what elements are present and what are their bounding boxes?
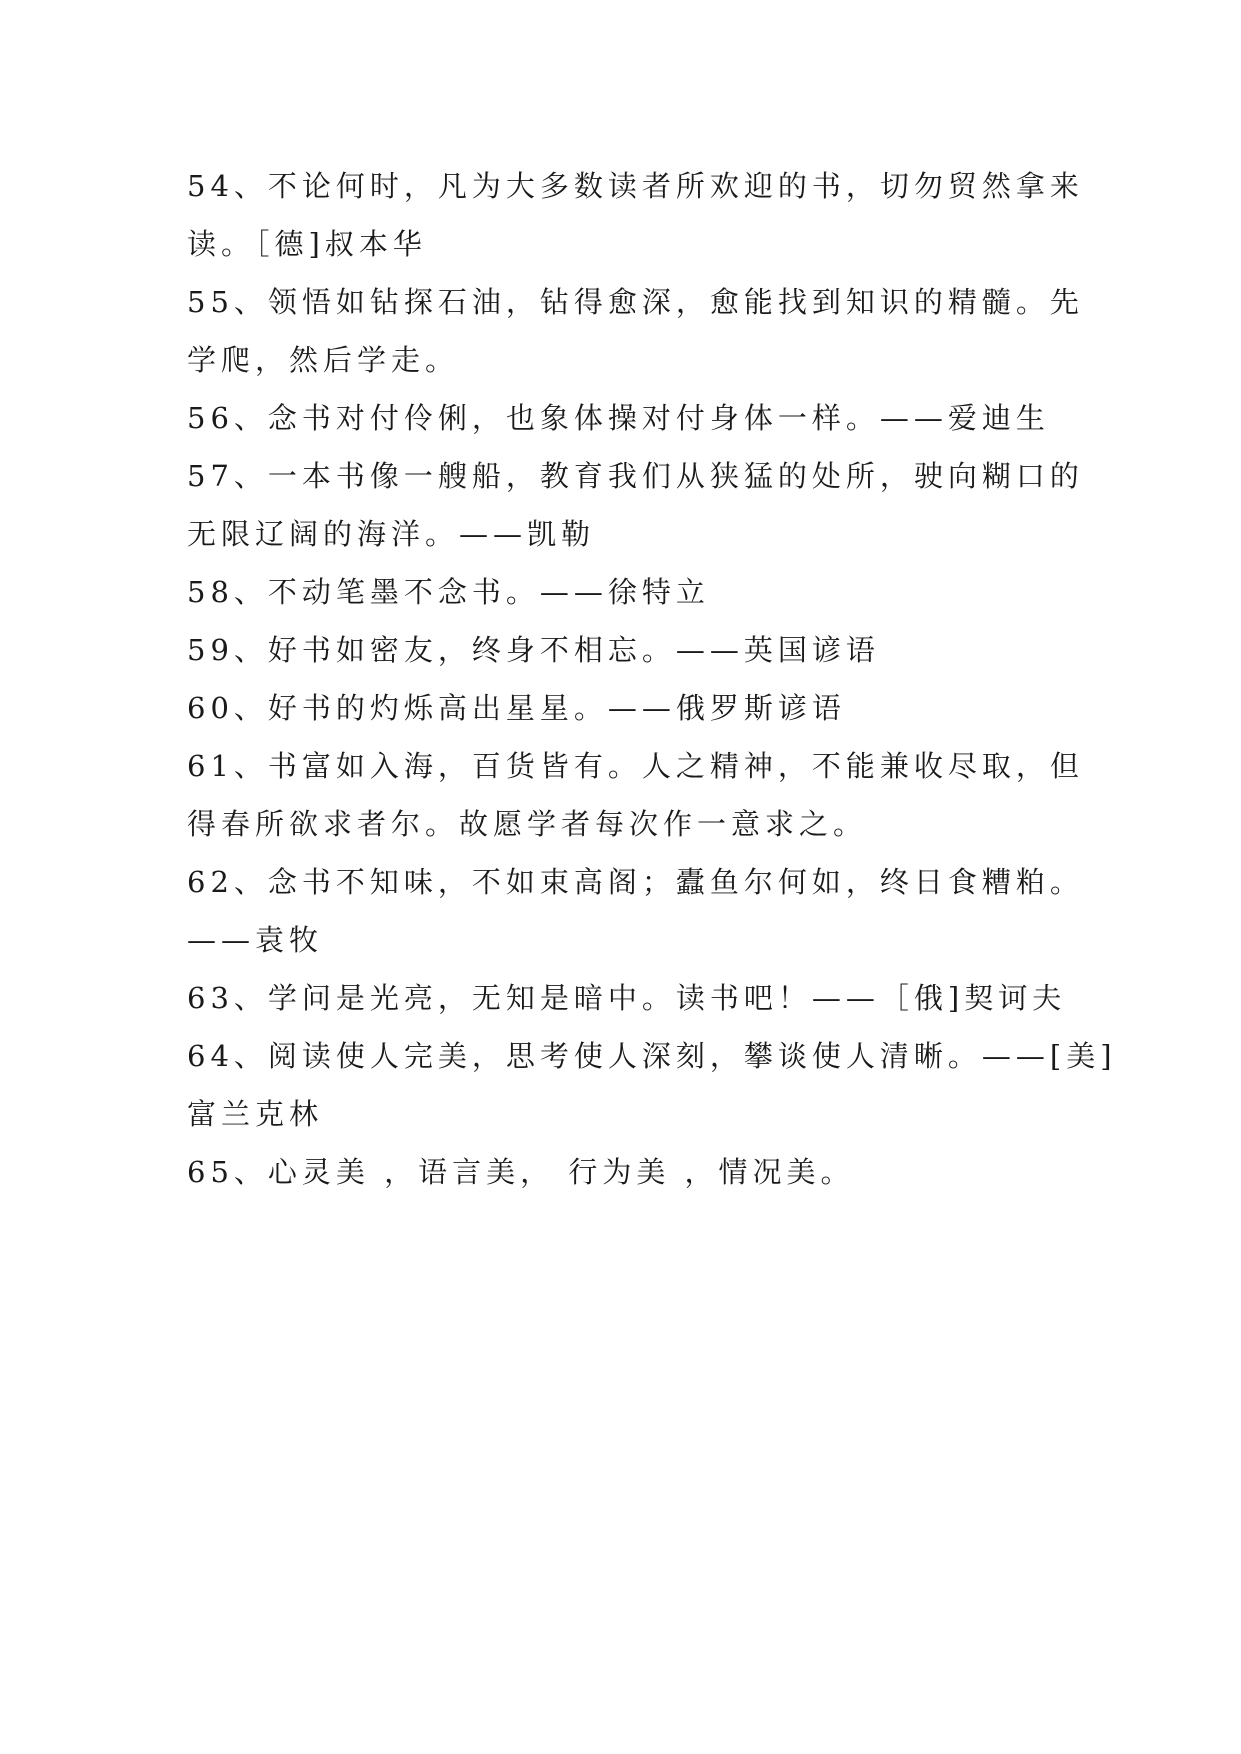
text-line: 61、书富如入海，百货皆有。人之精神，不能兼收尽取，但 bbox=[187, 749, 1084, 783]
text-line: 无限辽阔的海洋。——凯勒 bbox=[187, 517, 596, 551]
quote-list bbox=[187, 157, 1117, 1201]
text-line: 63、学问是光亮，无知是暗中。读书吧！——［俄]契诃夫 bbox=[187, 981, 1067, 1015]
text-line: 59、好书如密友，终身不相忘。——英国谚语 bbox=[187, 633, 880, 667]
text-line: 读。［德]叔本华 bbox=[187, 227, 427, 261]
text-line: 56、念书对付伶俐，也象体操对付身体一样。——爱迪生 bbox=[187, 401, 1050, 435]
text-line: 54、不论何时，凡为大多数读者所欢迎的书，切勿贸然拿来 bbox=[187, 169, 1084, 203]
text-line: 55、领悟如钻探石油，钻得愈深，愈能找到知识的精髓。先 bbox=[187, 285, 1084, 319]
text-line: 64、阅读使人完美，思考使人深刻，攀谈使人清晰。——[美] bbox=[187, 1039, 1117, 1073]
text-line: 富兰克林 bbox=[187, 1097, 324, 1131]
text-line: 学爬，然后学走。 bbox=[187, 343, 460, 377]
text-line: 65、心灵美 ，语言美， 行为美 ，情况美。 bbox=[187, 1155, 855, 1189]
text-line: 62、念书不知味，不如束高阁；蠹鱼尔何如，终日食糟粕。 bbox=[187, 865, 1084, 899]
text-line: 60、好书的灼烁高出星星。——俄罗斯谚语 bbox=[187, 691, 846, 725]
text-line: 57、一本书像一艘船，教育我们从狭猛的处所，驶向糊口的 bbox=[187, 459, 1084, 493]
text-line: ——袁牧 bbox=[187, 923, 324, 957]
text-line: 58、不动笔墨不念书。——徐特立 bbox=[187, 575, 710, 609]
text-line: 得春所欲求者尔。故愿学者每次作一意求之。 bbox=[187, 807, 868, 841]
